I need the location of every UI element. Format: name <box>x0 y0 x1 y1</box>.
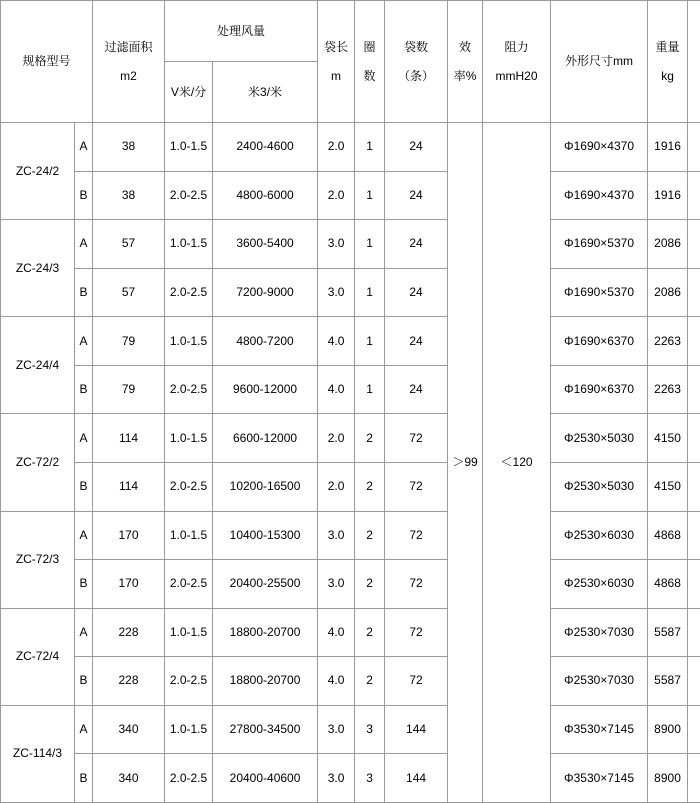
header-model: 规格型号 <box>1 1 93 123</box>
cell-bag-count: 24 <box>385 268 448 317</box>
header-weight: 重量 kg <box>648 1 688 123</box>
cell-air-velocity: 2.0-2.5 <box>165 365 213 414</box>
cell-rings: 2 <box>355 657 385 706</box>
cell-air-volume: 27800-34500 <box>213 705 318 754</box>
table-row <box>1 365 700 414</box>
cell-filter-area: 228 <box>93 657 165 706</box>
cell-ab: A <box>75 414 93 463</box>
cell-dimension: Φ2530×6030 <box>551 511 648 560</box>
cell-air-volume: 7200-9000 <box>213 268 318 317</box>
cell-dimension: Φ2530×7030 <box>551 657 648 706</box>
cell-bag-count: 24 <box>385 317 448 366</box>
cell-efficiency: ＞99 <box>448 123 483 803</box>
cell-bag-count: 24 <box>385 220 448 269</box>
cell-air-velocity: 1.0-1.5 <box>165 705 213 754</box>
cell-bag-length: 3.0 <box>318 220 355 269</box>
cell-dimension: Φ1690×4370 <box>551 171 648 220</box>
cell-air-volume: 10400-15300 <box>213 511 318 560</box>
cell-air-velocity: 1.0-1.5 <box>165 511 213 560</box>
cell-ab: A <box>75 511 93 560</box>
cell-air-volume: 18800-20700 <box>213 657 318 706</box>
cell-filter-area: 170 <box>93 511 165 560</box>
cell-filter-area: 170 <box>93 560 165 609</box>
cell-air-velocity: 1.0-1.5 <box>165 220 213 269</box>
cell-ab: A <box>75 220 93 269</box>
cell-weight: 4868 <box>648 560 688 609</box>
cell-bag-count: 24 <box>385 171 448 220</box>
cell-weight: 4150 <box>648 414 688 463</box>
cell-filter-area: 79 <box>93 365 165 414</box>
cell-air-volume: 3600-5400 <box>213 220 318 269</box>
cell-edge-spacer <box>688 123 700 172</box>
cell-filter-area: 79 <box>93 317 165 366</box>
cell-edge-spacer <box>688 317 700 366</box>
cell-rings: 1 <box>355 317 385 366</box>
table-row <box>1 462 700 511</box>
cell-model: ZC-72/2 <box>1 414 75 511</box>
cell-bag-length: 2.0 <box>318 414 355 463</box>
cell-model: ZC-72/3 <box>1 511 75 608</box>
cell-dimension: Φ2530×5030 <box>551 462 648 511</box>
header-row <box>1 1 700 62</box>
cell-edge-spacer <box>688 511 700 560</box>
cell-ab: B <box>75 171 93 220</box>
cell-filter-area: 228 <box>93 608 165 657</box>
cell-bag-count: 144 <box>385 705 448 754</box>
table-row <box>1 754 700 803</box>
cell-weight: 2086 <box>648 268 688 317</box>
cell-ab: B <box>75 754 93 803</box>
cell-air-volume: 20400-25500 <box>213 560 318 609</box>
cell-rings: 3 <box>355 754 385 803</box>
cell-bag-length: 3.0 <box>318 268 355 317</box>
cell-bag-length: 2.0 <box>318 462 355 511</box>
cell-bag-count: 72 <box>385 414 448 463</box>
table-row <box>1 123 700 172</box>
table-header <box>1 1 700 123</box>
cell-air-volume: 18800-20700 <box>213 608 318 657</box>
cell-filter-area: 340 <box>93 705 165 754</box>
header-rings: 圈 数 <box>355 1 385 123</box>
cell-air-velocity: 2.0-2.5 <box>165 657 213 706</box>
cell-weight: 1916 <box>648 123 688 172</box>
cell-bag-length: 3.0 <box>318 511 355 560</box>
cell-air-volume: 20400-40600 <box>213 754 318 803</box>
cell-dimension: Φ2530×7030 <box>551 608 648 657</box>
cell-bag-count: 72 <box>385 560 448 609</box>
cell-edge-spacer <box>688 365 700 414</box>
cell-ab: A <box>75 123 93 172</box>
cell-bag-length: 2.0 <box>318 171 355 220</box>
cell-air-velocity: 1.0-1.5 <box>165 317 213 366</box>
cell-filter-area: 38 <box>93 171 165 220</box>
cell-filter-area: 57 <box>93 268 165 317</box>
cell-bag-length: 3.0 <box>318 705 355 754</box>
cell-model: ZC-24/4 <box>1 317 75 414</box>
cell-air-velocity: 1.0-1.5 <box>165 123 213 172</box>
cell-filter-area: 114 <box>93 462 165 511</box>
table-row <box>1 560 700 609</box>
cell-bag-length: 4.0 <box>318 365 355 414</box>
cell-air-volume: 9600-12000 <box>213 365 318 414</box>
header-efficiency: 效 率% <box>448 1 483 123</box>
header-airflow-volume: 米3/米 <box>213 62 318 123</box>
cell-air-velocity: 2.0-2.5 <box>165 462 213 511</box>
cell-ab: B <box>75 657 93 706</box>
cell-rings: 1 <box>355 268 385 317</box>
cell-ab: B <box>75 560 93 609</box>
cell-dimension: Φ2530×6030 <box>551 560 648 609</box>
cell-air-velocity: 2.0-2.5 <box>165 171 213 220</box>
cell-bag-count: 24 <box>385 365 448 414</box>
table-row <box>1 171 700 220</box>
cell-ab: A <box>75 317 93 366</box>
cell-edge-spacer <box>688 657 700 706</box>
cell-rings: 2 <box>355 414 385 463</box>
header-bag-count: 袋数 （条） <box>385 1 448 123</box>
cell-bag-count: 72 <box>385 511 448 560</box>
cell-filter-area: 38 <box>93 123 165 172</box>
cell-rings: 1 <box>355 171 385 220</box>
cell-edge-spacer <box>688 754 700 803</box>
cell-dimension: Φ1690×4370 <box>551 123 648 172</box>
cell-weight: 4868 <box>648 511 688 560</box>
cell-edge-spacer <box>688 608 700 657</box>
table-row <box>1 414 700 463</box>
cell-edge-spacer <box>688 414 700 463</box>
cell-dimension: Φ3530×7145 <box>551 705 648 754</box>
cell-air-volume: 4800-7200 <box>213 317 318 366</box>
cell-air-volume: 6600-12000 <box>213 414 318 463</box>
cell-bag-count: 72 <box>385 608 448 657</box>
cell-model: ZC-72/4 <box>1 608 75 705</box>
cell-dimension: Φ1690×5370 <box>551 268 648 317</box>
table-row <box>1 268 700 317</box>
cell-rings: 2 <box>355 462 385 511</box>
cell-ab: B <box>75 462 93 511</box>
cell-bag-length: 3.0 <box>318 754 355 803</box>
cell-filter-area: 57 <box>93 220 165 269</box>
cell-bag-length: 4.0 <box>318 608 355 657</box>
cell-air-velocity: 1.0-1.5 <box>165 414 213 463</box>
cell-air-velocity: 2.0-2.5 <box>165 754 213 803</box>
cell-bag-count: 24 <box>385 123 448 172</box>
cell-air-velocity: 1.0-1.5 <box>165 608 213 657</box>
table-body <box>1 123 700 803</box>
cell-air-volume: 10200-16500 <box>213 462 318 511</box>
cell-filter-area: 114 <box>93 414 165 463</box>
header-resistance: 阻力 mmH20 <box>483 1 551 123</box>
cell-weight: 2263 <box>648 365 688 414</box>
cell-resistance: ＜120 <box>483 123 551 803</box>
cell-bag-count: 144 <box>385 754 448 803</box>
cell-weight: 8900 <box>648 754 688 803</box>
header-airflow: 处理风量 <box>165 1 318 62</box>
cell-model: ZC-114/3 <box>1 705 75 802</box>
cell-dimension: Φ1690×6370 <box>551 365 648 414</box>
header-airflow-velocity: V米/分 <box>165 62 213 123</box>
cell-model: ZC-24/3 <box>1 220 75 317</box>
cell-weight: 5587 <box>648 657 688 706</box>
cell-edge-spacer <box>688 268 700 317</box>
cell-dimension: Φ2530×5030 <box>551 414 648 463</box>
cell-bag-count: 72 <box>385 657 448 706</box>
cell-weight: 5587 <box>648 608 688 657</box>
table-row <box>1 317 700 366</box>
cell-filter-area: 340 <box>93 754 165 803</box>
cell-dimension: Φ3530×7145 <box>551 754 648 803</box>
cell-bag-length: 4.0 <box>318 317 355 366</box>
cell-edge-spacer <box>688 560 700 609</box>
cell-model: ZC-24/2 <box>1 123 75 220</box>
cell-air-volume: 2400-4600 <box>213 123 318 172</box>
cell-rings: 1 <box>355 123 385 172</box>
cell-edge-spacer <box>688 220 700 269</box>
cell-rings: 1 <box>355 365 385 414</box>
cell-rings: 2 <box>355 560 385 609</box>
cell-dimension: Φ1690×6370 <box>551 317 648 366</box>
table-row <box>1 511 700 560</box>
table-row <box>1 608 700 657</box>
cell-air-velocity: 2.0-2.5 <box>165 268 213 317</box>
cell-bag-length: 4.0 <box>318 657 355 706</box>
cell-ab: B <box>75 268 93 317</box>
table-row <box>1 657 700 706</box>
cell-weight: 2086 <box>648 220 688 269</box>
cell-rings: 3 <box>355 705 385 754</box>
cell-rings: 1 <box>355 220 385 269</box>
cell-weight: 1916 <box>648 171 688 220</box>
cell-ab: A <box>75 608 93 657</box>
cell-bag-length: 3.0 <box>318 560 355 609</box>
cell-weight: 8900 <box>648 705 688 754</box>
cell-bag-length: 2.0 <box>318 123 355 172</box>
cell-rings: 2 <box>355 511 385 560</box>
cell-ab: B <box>75 365 93 414</box>
header-edge-spacer <box>688 1 700 123</box>
cell-ab: A <box>75 705 93 754</box>
header-bag-length: 袋长 m <box>318 1 355 123</box>
cell-edge-spacer <box>688 171 700 220</box>
cell-edge-spacer <box>688 705 700 754</box>
cell-dimension: Φ1690×5370 <box>551 220 648 269</box>
cell-edge-spacer <box>688 462 700 511</box>
cell-bag-count: 72 <box>385 462 448 511</box>
cell-weight: 2263 <box>648 317 688 366</box>
table-row <box>1 220 700 269</box>
cell-rings: 2 <box>355 608 385 657</box>
cell-weight: 4150 <box>648 462 688 511</box>
header-filter-area: 过滤面积 m2 <box>93 1 165 123</box>
table-row <box>1 705 700 754</box>
cell-air-volume: 4800-6000 <box>213 171 318 220</box>
cell-air-velocity: 2.0-2.5 <box>165 560 213 609</box>
header-dimension: 外形尺寸mm <box>551 1 648 123</box>
